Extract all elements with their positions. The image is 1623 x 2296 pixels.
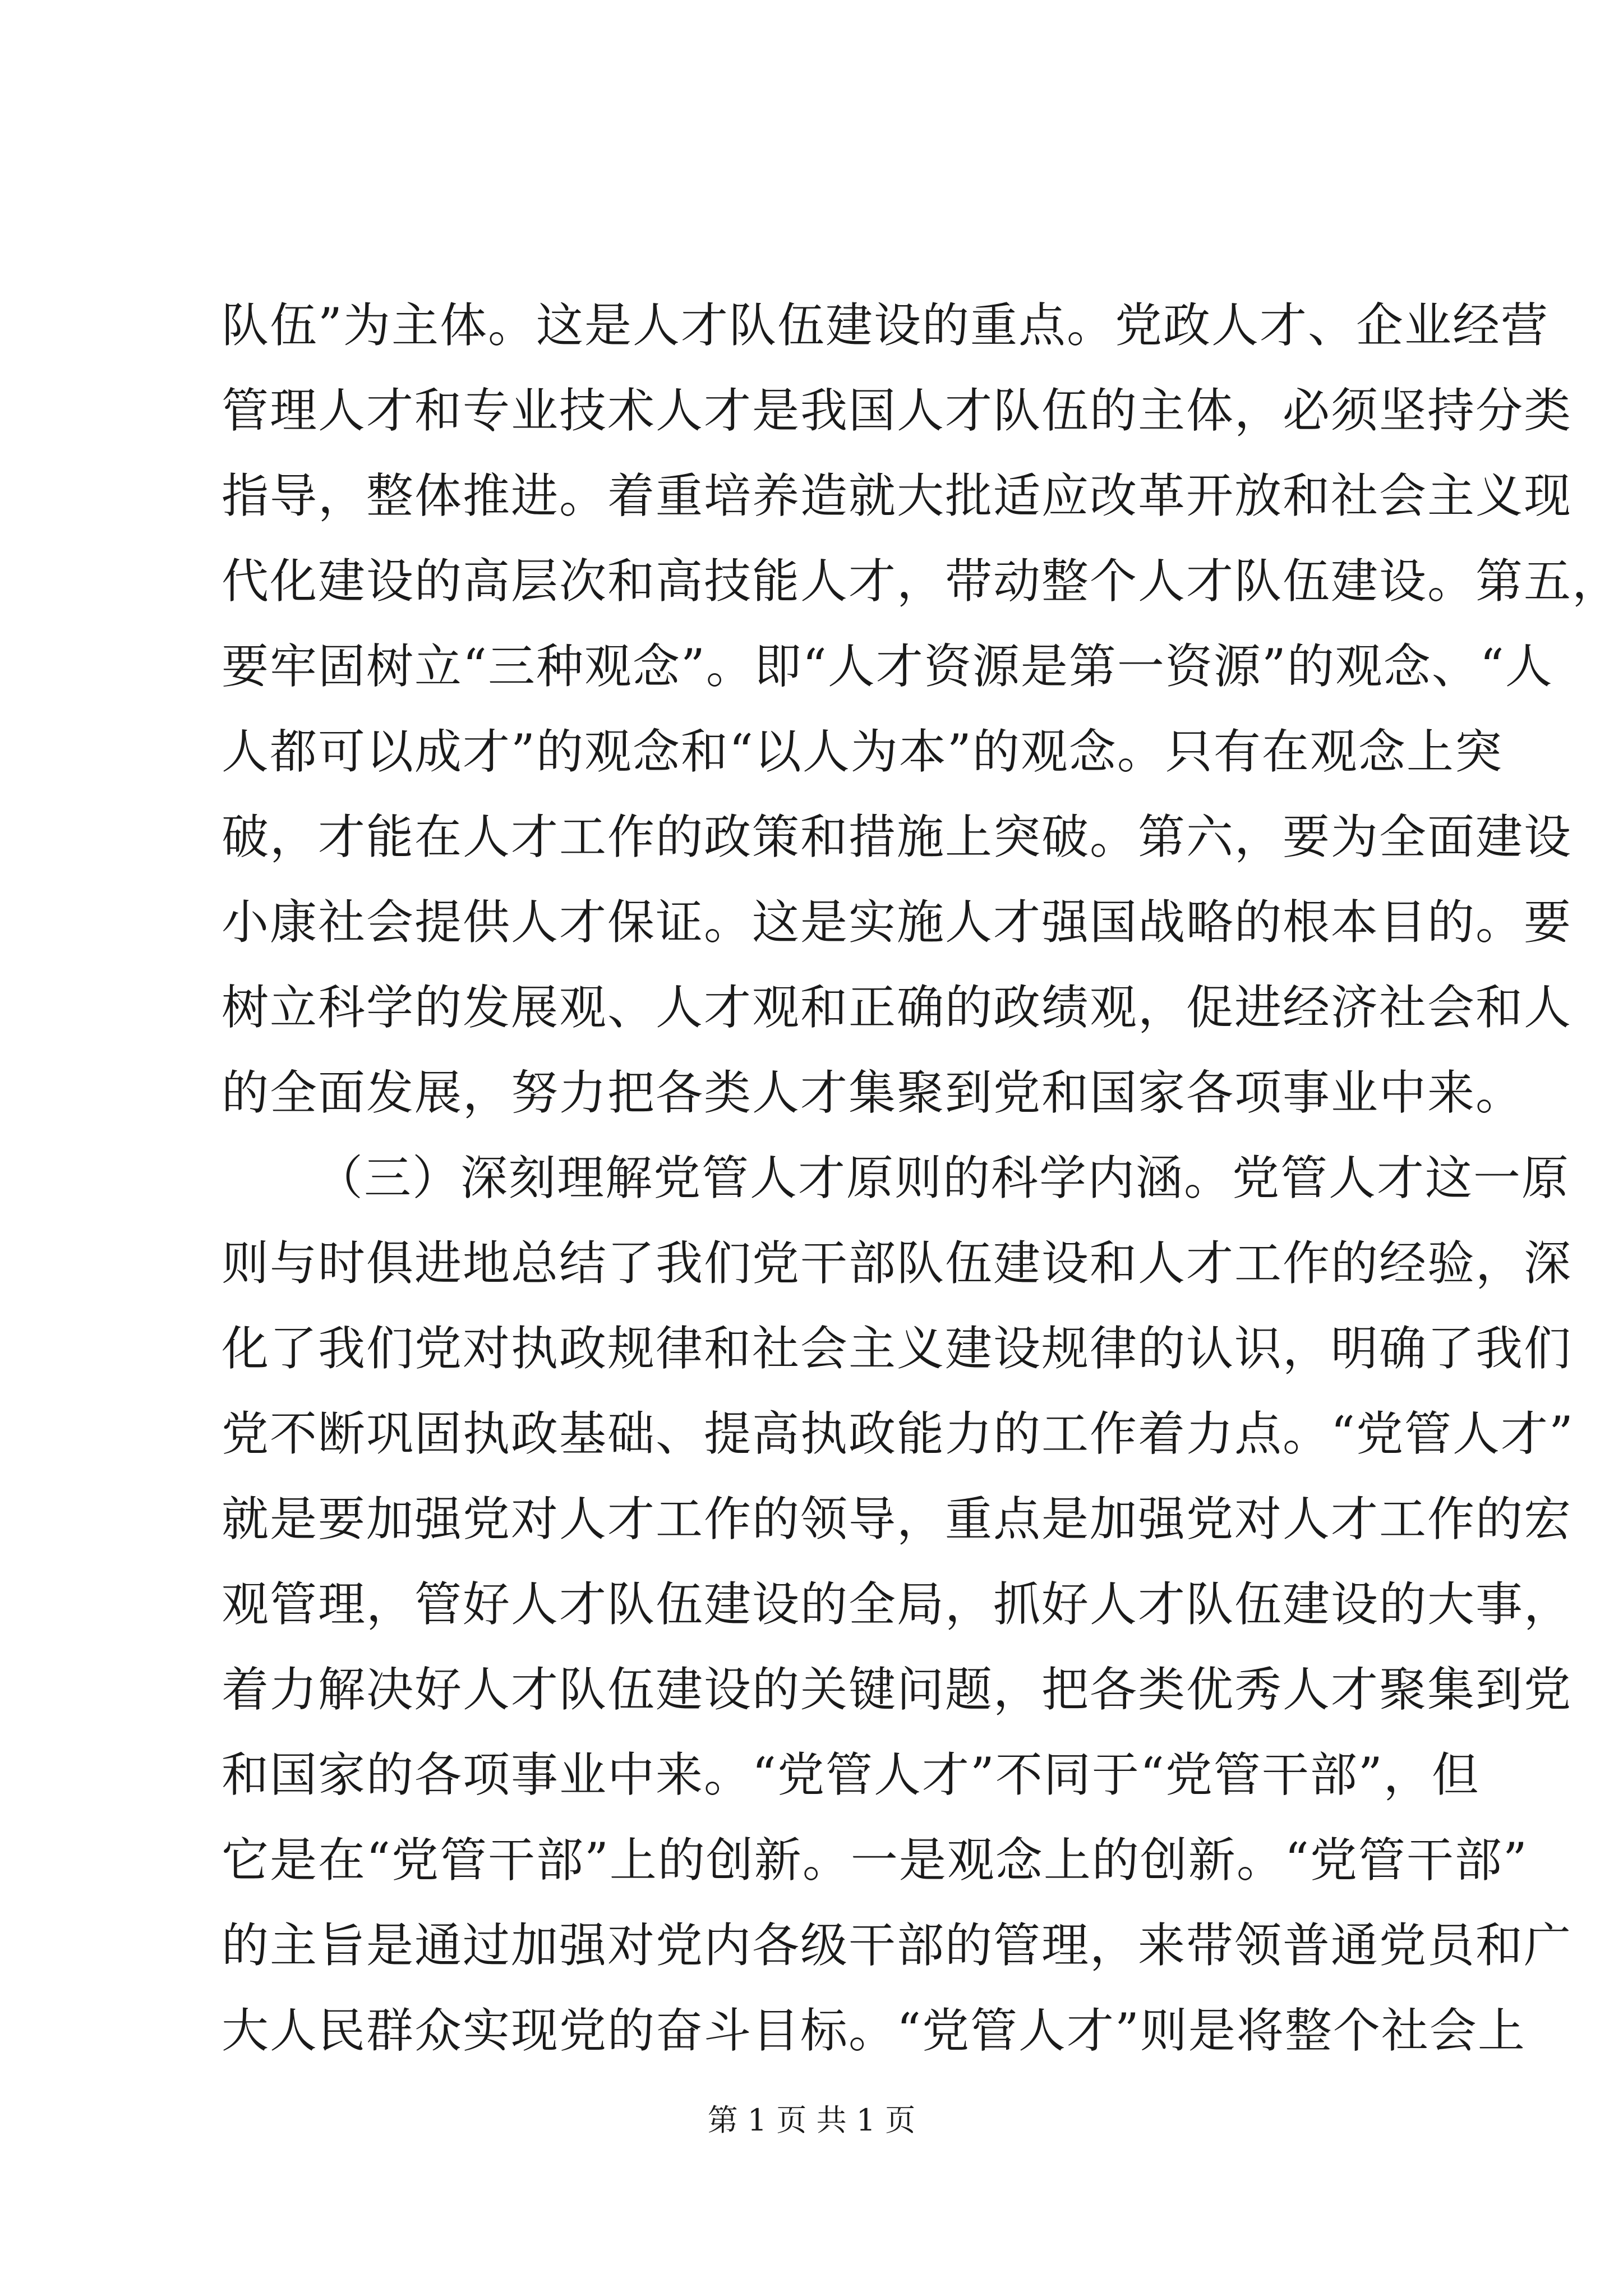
paragraph-line: 的全面发展，努力把各类人才集聚到党和国家各项事业中来。 [222,1065,1524,1120]
paragraph-line: 指导，整体推进。着重培养造就大批适应改革开放和社会主义现 [222,468,1573,523]
paragraph-line: 着力解决好人才队伍建设的关键问题，把各类优秀人才聚集到党 [222,1662,1573,1717]
paragraph-line: 代化建设的高层次和高技能人才，带动整个人才队伍建设。第五， [222,554,1621,609]
paragraph-line: 它是在“党管干部”上的创新。一是观念上的创新。“党管干部” [222,1833,1528,1888]
paragraph-line: 小康社会提供人才保证。这是实施人才强国战略的根本目的。要 [222,895,1573,950]
paragraph-line: 管理人才和专业技术人才是我国人才队伍的主体，必须坚持分类 [222,383,1573,438]
paragraph-line: 和国家的各项事业中来。“党管人才”不同于“党管干部”，但 [222,1747,1480,1802]
paragraph-line: 树立科学的发展观、人才观和正确的政绩观，促进经济社会和人 [222,980,1573,1035]
paragraph-line: （三）深刻理解党管人才原则的科学内涵。党管人才这一原 [316,1151,1570,1205]
page-footer: 第 1 页 共 1 页 [707,2102,916,2138]
paragraph-line: 则与时俱进地总结了我们党干部队伍建设和人才工作的经验，深 [222,1236,1573,1291]
paragraph-line: 队伍”为主体。这是人才队伍建设的重点。党政人才、企业经营 [222,298,1549,353]
paragraph-line: 党不断巩固执政基础、提高执政能力的工作着力点。“党管人才” [222,1406,1574,1461]
paragraph-line: 人都可以成才”的观念和“以人为本”的观念。只有在观念上突 [222,724,1503,779]
paragraph-line: 观管理，管好人才队伍建设的全局，抓好人才队伍建设的大事， [222,1577,1573,1632]
paragraph-line: 的主旨是通过加强对党内各级干部的管理，来带领普通党员和广 [222,1918,1573,1973]
paragraph-line: 要牢固树立“三种观念”。即“人才资源是第一资源”的观念、“人 [222,639,1553,694]
paragraph-line: 大人民群众实现党的奋斗目标。“党管人才”则是将整个社会上 [222,2003,1526,2058]
paragraph-line: 化了我们党对执政规律和社会主义建设规律的认识，明确了我们 [222,1321,1573,1376]
paragraph-line: 破，才能在人才工作的政策和措施上突破。第六，要为全面建设 [222,809,1573,864]
paragraph-line: 就是要加强党对人才工作的领导，重点是加强党对人才工作的宏 [222,1492,1573,1547]
